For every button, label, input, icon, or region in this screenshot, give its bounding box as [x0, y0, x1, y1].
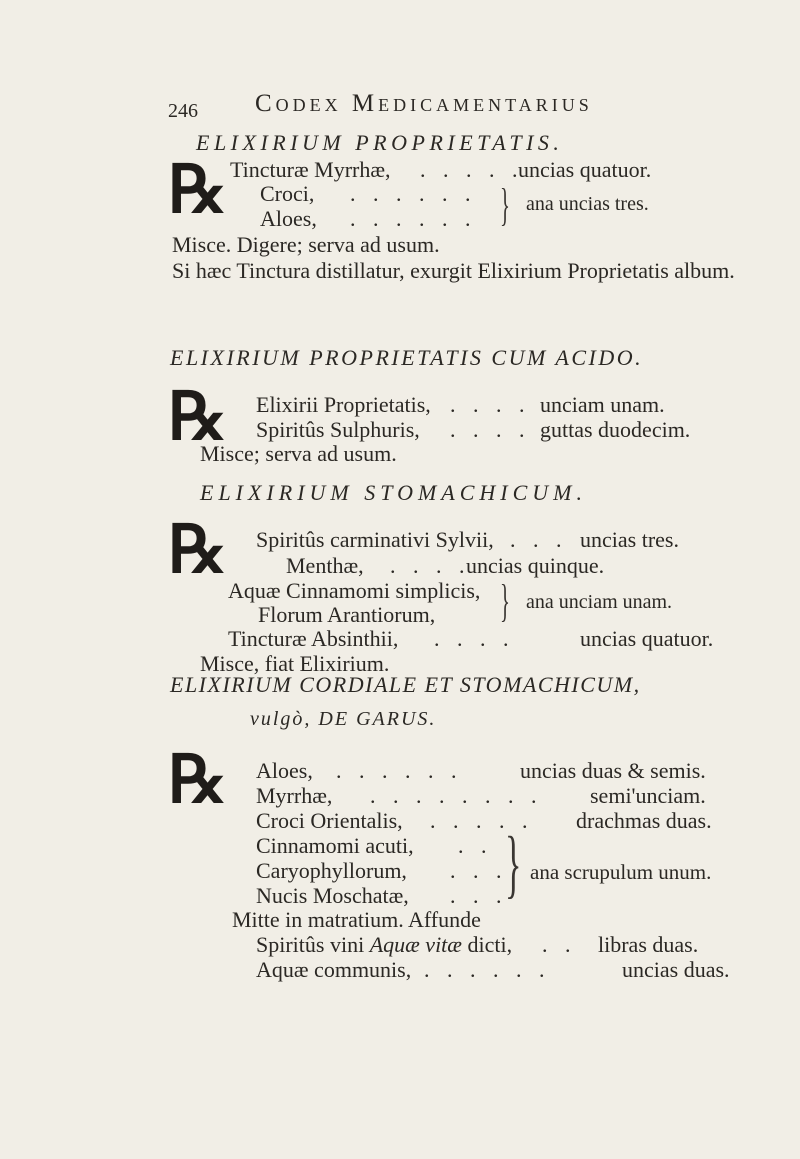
ingredient: Aloes,: [256, 758, 313, 783]
leader-dots: . . . .: [390, 553, 471, 578]
instructions: Misce; serva ad usum.: [200, 441, 397, 466]
ingredient: Aquæ Cinnamomi simplicis,: [228, 578, 481, 603]
quantity: uncias quinque.: [466, 553, 605, 578]
brace: }: [500, 575, 510, 626]
section-title: ELIXIRIUM PROPRIETATIS.: [196, 130, 564, 155]
leader-dots: . . .: [510, 527, 568, 552]
leader-dots: . . . .: [450, 392, 531, 417]
quantity: uncias quatuor.: [580, 626, 714, 651]
instructions: Misce. Digere; serva ad usum.: [172, 232, 440, 257]
ingredient: Tincturæ Myrrhæ,: [230, 157, 391, 182]
recipe-symbol: ℞: [168, 514, 224, 587]
instructions: Mitte in matratium. Affunde: [232, 907, 481, 932]
brace-quantity: ana unciam unam.: [526, 591, 673, 613]
ingredient: Cinnamomi acuti,: [256, 833, 414, 858]
ingredient: Tincturæ Absinthii,: [228, 626, 399, 651]
ingredient: Croci Orientalis,: [256, 808, 403, 833]
leader-dots: . . . .: [434, 626, 515, 651]
leader-dots: . . . . .: [420, 157, 524, 182]
brace-quantity: ana uncias tres.: [526, 193, 649, 215]
note: Si hæc Tinctura distillatur, exurgit Elixirium Proprietatis album.: [172, 258, 735, 283]
ingredient: Spiritûs vini Aquæ vitæ dicti,: [256, 932, 513, 957]
quantity: uncias duas.: [622, 957, 730, 982]
ingredient: Caryophyllorum,: [256, 858, 407, 883]
leader-dots: . . .: [450, 858, 508, 883]
leader-dots: . . . . . .: [424, 957, 551, 982]
ingredient: Croci,: [260, 181, 315, 206]
ingredient: Spiritûs carminativi Sylvii,: [256, 527, 494, 552]
recipe-symbol: ℞: [168, 744, 224, 817]
leader-dots: . .: [458, 833, 493, 858]
section-title: ELIXIRIUM CORDIALE ET STOMACHICUM,: [170, 672, 641, 697]
leader-dots: . . . .: [450, 417, 531, 442]
ingredient: Menthæ,: [286, 553, 364, 578]
leader-dots: . .: [542, 932, 577, 957]
brace: }: [500, 179, 510, 230]
instructions: Misce, fiat Elixirium.: [200, 651, 390, 676]
quantity: guttas duodecim.: [540, 417, 691, 442]
leader-dots: . . . . . .: [350, 181, 477, 206]
section-subtitle: vulgò, DE GARUS.: [250, 708, 437, 730]
page-number: 246: [168, 100, 198, 122]
leader-dots: . . . . .: [430, 808, 534, 833]
recipe-symbol: ℞: [168, 154, 224, 227]
ingredient: Nucis Moschatæ,: [256, 883, 409, 908]
leader-dots: . . . . . .: [336, 758, 463, 783]
leader-dots: . . .: [450, 883, 508, 908]
quantity: uncias quatuor.: [518, 157, 652, 182]
quantity: uncias tres.: [580, 527, 679, 552]
leader-dots: . . . . . . . .: [370, 783, 543, 808]
quantity: semi'unciam.: [590, 783, 706, 808]
ingredient: Spiritûs Sulphuris,: [256, 417, 420, 442]
recipe-symbol: ℞: [168, 381, 224, 454]
quantity: unciam unam.: [540, 392, 665, 417]
brace-quantity: ana scrupulum unum.: [530, 860, 712, 884]
section-title: ELIXIRIUM STOMACHICUM.: [200, 480, 588, 505]
section-title: ELIXIRIUM PROPRIETATIS CUM ACIDO.: [170, 345, 644, 370]
ingredient: Elixirii Proprietatis,: [256, 392, 431, 417]
ingredient: Florum Arantiorum,: [258, 602, 436, 627]
quantity: drachmas duas.: [576, 808, 712, 833]
quantity: libras duas.: [598, 932, 699, 957]
ingredient: Aloes,: [260, 206, 317, 231]
running-title: Codex Medicamentarius: [255, 90, 593, 117]
ingredient: Myrrhæ,: [256, 783, 333, 808]
quantity: uncias duas & semis.: [520, 758, 706, 783]
ingredient: Aquæ communis,: [256, 957, 412, 982]
brace: }: [505, 822, 522, 906]
leader-dots: . . . . . .: [350, 206, 477, 231]
